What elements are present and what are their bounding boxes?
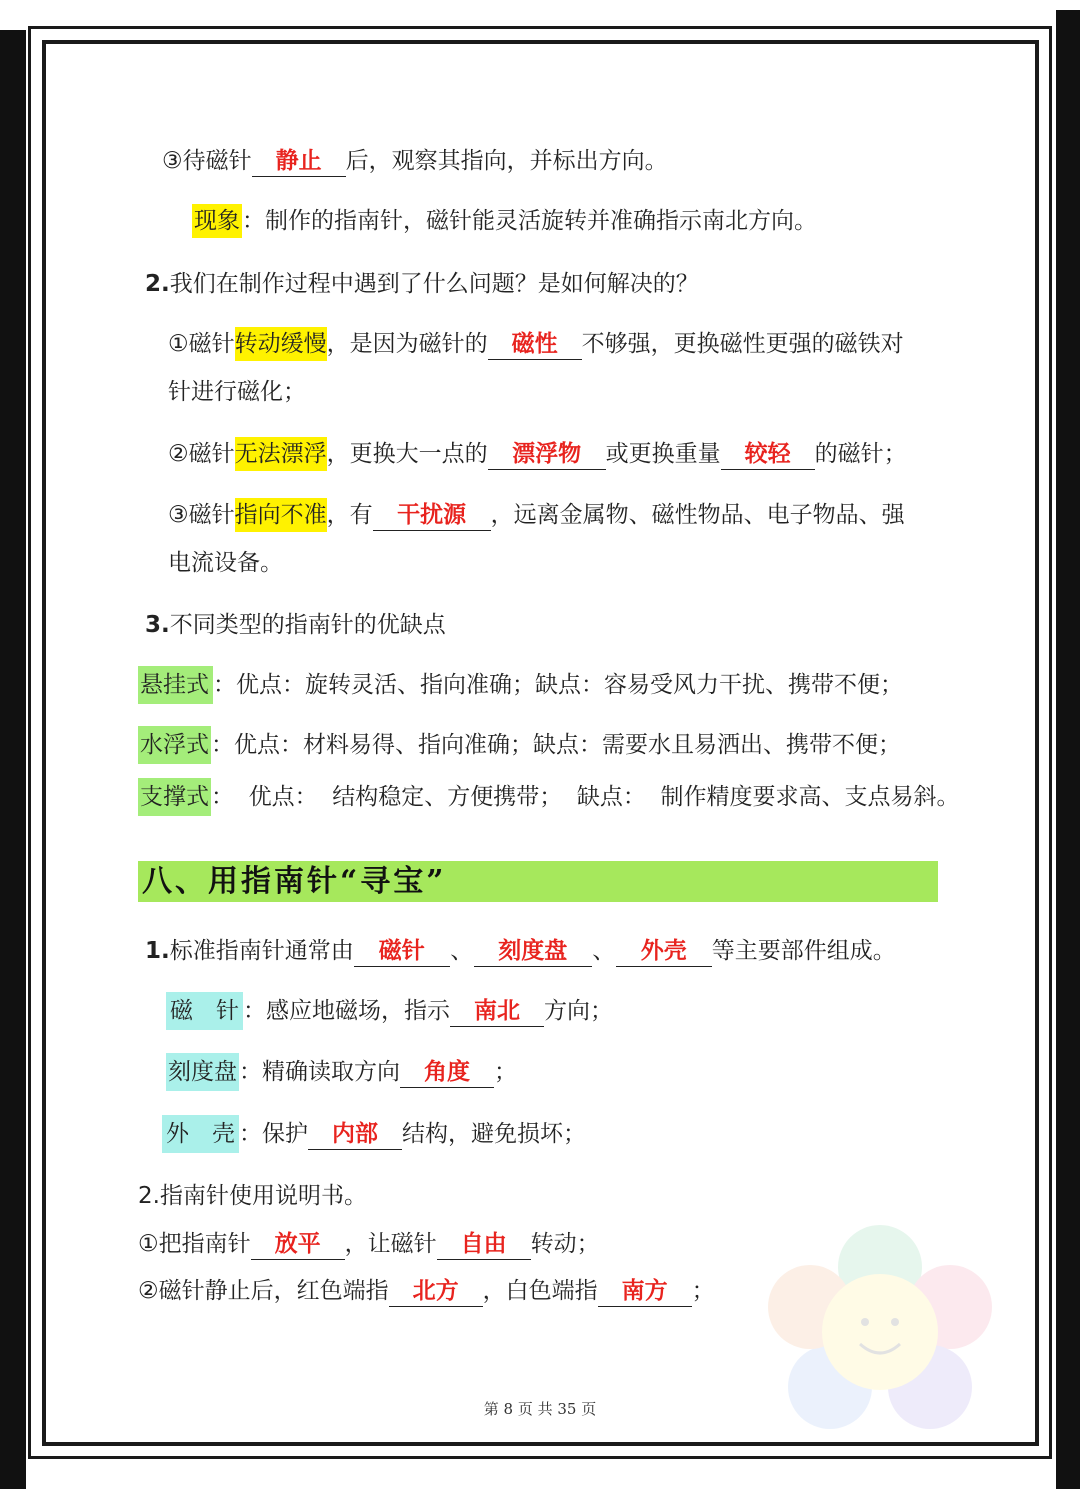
answer-blank: 较轻: [721, 439, 815, 470]
type-support: 支撑式： 优点： 结构稳定、方便携带； 缺点： 制作精度要求高、支点易斜。: [138, 781, 960, 813]
answer-blank: 内部: [308, 1119, 402, 1150]
answer-blank: 磁性: [488, 329, 582, 360]
part-label: 磁 针: [166, 992, 243, 1030]
answer-blank: 干扰源: [373, 500, 491, 531]
highlight-cannot-float: 无法漂浮: [235, 437, 327, 471]
problem-2-line: ②磁针无法漂浮，更换大一点的 漂浮物 或更换重量 较轻 的磁针；: [168, 438, 907, 470]
problem-1-line: ①磁针转动缓慢，是因为磁针的 磁性 不够强，更换磁性更强的磁铁对: [168, 328, 904, 360]
type-label: 水浮式: [138, 726, 211, 764]
type-floating: 水浮式：优点：材料易得、指向准确；缺点：需要水且易洒出、携带不便；: [138, 729, 901, 761]
right-edge-bar: [1056, 0, 1080, 1489]
step3-line: ③待磁针 静止 后，观察其指向，并标出方向。: [162, 145, 668, 177]
left-edge-bar: [0, 0, 26, 1489]
instructions-heading: 2.指南针使用说明书。: [138, 1183, 367, 1209]
answer-blank: 北方: [389, 1276, 483, 1307]
answer-blank: 角度: [400, 1057, 494, 1088]
instruction-2: ②磁针静止后，红色端指 北方 ，白色端指 南方 ；: [138, 1275, 715, 1307]
answer-blank: 刻度盘: [474, 936, 592, 967]
problem-1-line2: 针进行磁化；: [168, 379, 306, 405]
answer-blank: 外壳: [616, 936, 712, 967]
question-3: 3.不同类型的指南针的优缺点: [145, 612, 446, 638]
part-label: 外 壳: [162, 1115, 239, 1153]
page-number: 第 8 页 共 35 页: [483, 1400, 597, 1418]
answer-blank: 自由: [437, 1229, 531, 1260]
part-case: 外 壳 ：保护 内部 结构，避免损坏；: [162, 1118, 586, 1150]
answer-blank: 静止: [252, 146, 346, 177]
components-line: 1.标准指南针通常由 磁针 、 刻度盘 、 外壳 等主要部件组成。: [145, 935, 896, 967]
answer-blank: 磁针: [354, 936, 450, 967]
highlight-slow-rotation: 转动缓慢: [235, 327, 327, 361]
type-label: 悬挂式: [138, 666, 213, 704]
highlight-phenomenon: 现象: [192, 204, 242, 238]
answer-blank: 放平: [251, 1229, 345, 1260]
part-needle: 磁 针 ：感应地磁场，指示 南北 方向；: [166, 995, 613, 1027]
part-dial: 刻度盘：精确读取方向 角度 ；: [166, 1056, 517, 1088]
question-2: 2.我们在制作过程中遇到了什么问题？是如何解决的？: [145, 271, 699, 297]
problem-3-line2: 电流设备。: [168, 550, 283, 576]
answer-blank: 漂浮物: [488, 439, 606, 470]
instruction-1: ①把指南针 放平 ，让磁针 自由 转动；: [138, 1228, 600, 1260]
type-hanging: 悬挂式 ：优点：旋转灵活、指向准确；缺点：容易受风力干扰、携带不便；: [138, 669, 903, 701]
type-label: 支撑式: [138, 778, 211, 816]
highlight-inaccurate: 指向不准: [235, 498, 327, 532]
phenomenon-line: 现象：制作的指南针，磁针能灵活旋转并准确指示南北方向。: [192, 205, 817, 237]
answer-blank: 南北: [450, 996, 544, 1027]
problem-3-line: ③磁针指向不准，有 干扰源 ，远离金属物、磁性物品、电子物品、强: [168, 499, 905, 531]
answer-blank: 南方: [598, 1276, 692, 1307]
section-title: 八、用指南针“寻宝”: [142, 864, 447, 899]
part-label: 刻度盘: [166, 1053, 239, 1091]
